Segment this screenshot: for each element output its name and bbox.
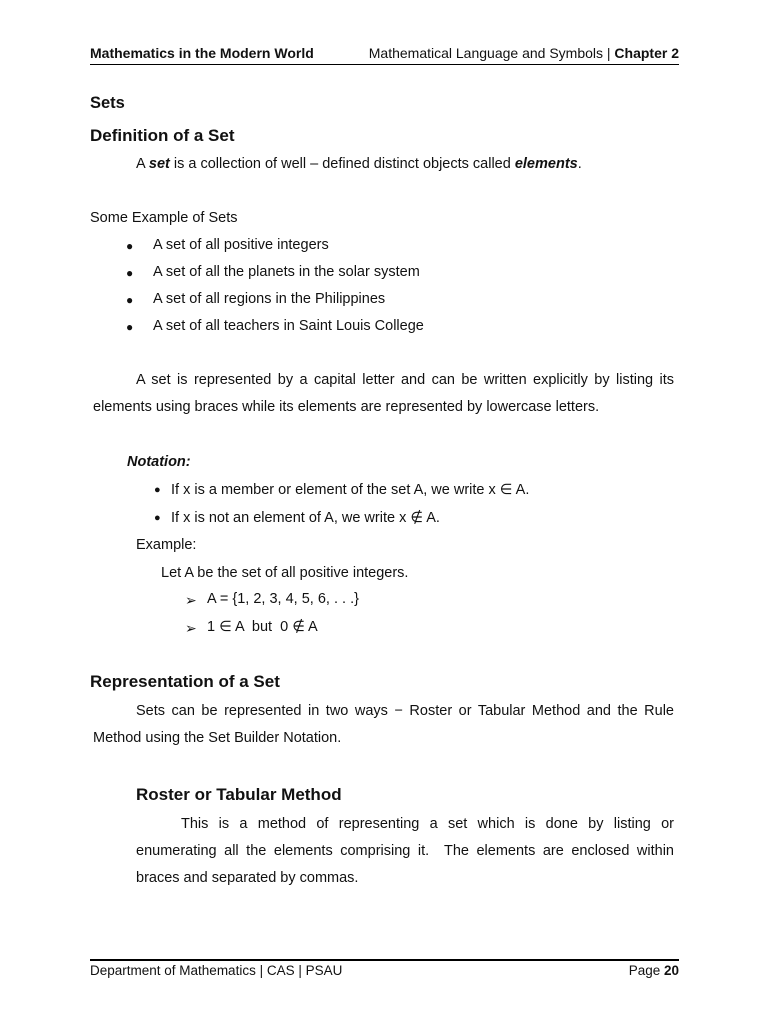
- header-chapter-number: Chapter 2: [614, 45, 679, 61]
- arrow-bullet-icon: ➢: [185, 592, 197, 608]
- header-rule: [90, 64, 679, 65]
- notation-item: If x is not an element of A, we write x ∉ A.: [171, 510, 440, 526]
- roster-line: braces and separated by commas.: [136, 870, 359, 886]
- roster-line: This is a method of representing a set which is done by listing or: [181, 816, 674, 832]
- page-number: 20: [663, 963, 679, 978]
- example-intro: Let A be the set of all positive integers.: [161, 565, 409, 581]
- bullet-icon: ●: [154, 484, 161, 496]
- footer-department: Department of Mathematics | CAS | PSAU: [90, 963, 343, 978]
- footer-rule: [90, 959, 679, 961]
- footer-page: [629, 963, 679, 978]
- definition-text-part: is a collection of well – defined distinct objects called: [169, 156, 515, 172]
- bullet-icon: ●: [126, 320, 134, 334]
- definition-text-part: .: [577, 156, 582, 172]
- definition-text: [136, 156, 582, 172]
- roster-heading: Roster or Tabular Method: [136, 785, 342, 804]
- bullet-icon: ●: [126, 293, 134, 307]
- bullet-icon: ●: [126, 266, 134, 280]
- example-item: A = {1, 2, 3, 4, 5, 6, . . .}: [207, 591, 359, 607]
- header-course-title: Mathematics in the Modern World: [90, 45, 314, 61]
- example-item: 1 ∈ A but 0 ∉ A: [207, 619, 318, 635]
- roster-line: enumerating all the elements comprising it. The elements are enclosed within: [136, 843, 674, 859]
- representation-line: Sets can be represented in two ways − Roster or Tabular Method and the Rule: [136, 703, 674, 719]
- example-label: Example:: [136, 537, 197, 553]
- definition-heading: Definition of a Set: [90, 126, 235, 145]
- term-elements: elements: [514, 156, 578, 172]
- examples-intro: Some Example of Sets: [90, 210, 238, 226]
- representation-line: Method using the Set Builder Notation.: [93, 730, 342, 746]
- notation-item: If x is a member or element of the set A, we write x ∈ A.: [171, 482, 530, 498]
- example-item: A set of all teachers in Saint Louis College: [153, 318, 424, 334]
- arrow-bullet-icon: ➢: [185, 620, 197, 636]
- notation-label: Notation:: [127, 454, 191, 470]
- header-chapter-topic: Mathematical Language and Symbols |: [368, 45, 615, 61]
- example-item: A set of all regions in the Philippines: [153, 291, 386, 307]
- definition-text-part: A: [136, 156, 149, 172]
- term-set: set: [148, 156, 170, 172]
- bullet-icon: ●: [154, 512, 161, 524]
- representation-para-line: elements using braces while its elements are represented by lowercase letters.: [93, 399, 600, 415]
- example-item: A set of all positive integers: [153, 237, 329, 253]
- representation-para-line: A set is represented by a capital letter and can be written explicitly by listing its: [136, 372, 674, 388]
- representation-heading: Representation of a Set: [90, 672, 280, 691]
- footer-page-label: Page: [628, 963, 664, 978]
- header-chapter: [369, 45, 679, 61]
- sets-heading: Sets: [90, 94, 125, 112]
- example-item: A set of all the planets in the solar system: [153, 264, 420, 280]
- bullet-icon: ●: [126, 239, 134, 253]
